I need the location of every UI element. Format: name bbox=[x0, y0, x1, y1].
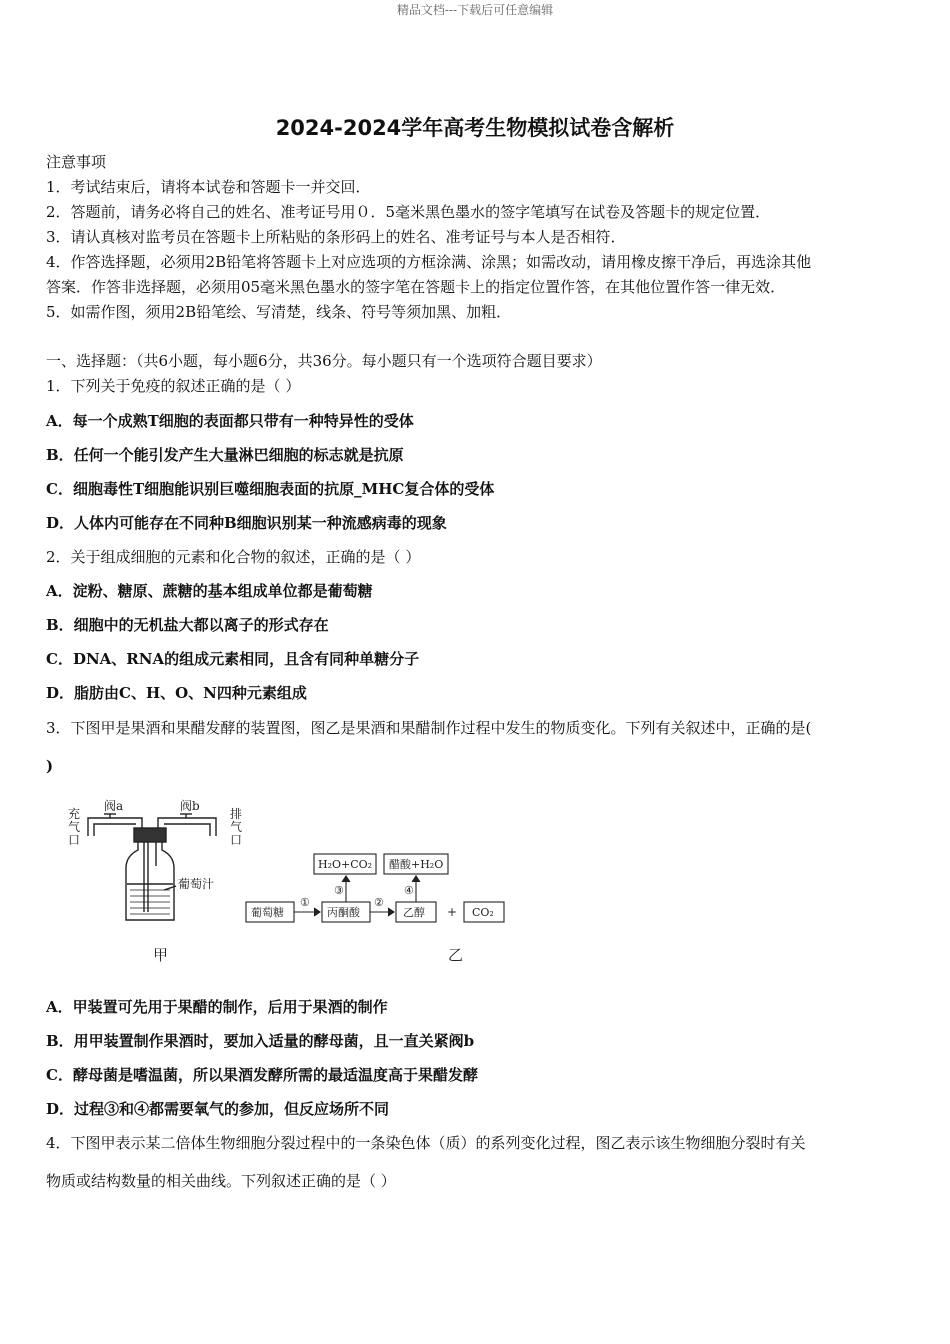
pyruvate-label: 丙酮酸 bbox=[327, 906, 360, 919]
outlet-label-1: 排 bbox=[230, 807, 243, 821]
step-2-label: ② bbox=[374, 896, 384, 909]
q2-option-d: D．脂肪由C、H、O、N四种元素组成 bbox=[46, 684, 307, 702]
header-note: 精品文档---下载后可任意编辑 bbox=[396, 3, 554, 17]
q3-option-c: C．酵母菌是嗜温菌，所以果酒发酵所需的最适温度高于果醋发酵 bbox=[46, 1066, 478, 1084]
question-4-stem: 4．下图甲表示某二倍体生物细胞分裂过程中的一条染色体（质）的系列变化过程，图乙表示该生物细胞分裂时有关 bbox=[46, 1134, 806, 1152]
step-3-label: ③ bbox=[334, 884, 344, 897]
figure-jia-label: 甲 bbox=[153, 946, 169, 964]
notice-item: 1．考试结束后，请将本试卷和答题卡一并交回． bbox=[46, 178, 371, 196]
figure-yi-label: 乙 bbox=[448, 946, 464, 964]
question-4-stem-cont: 物质或结构数量的相关曲线。下列叙述正确的是（ ） bbox=[46, 1172, 396, 1190]
metabolism-diagram bbox=[246, 854, 504, 922]
outlet-label-3: 口 bbox=[230, 833, 243, 847]
notice-item: 4．作答选择题，必须用2B铅笔将答题卡上对应选项的方框涂满、涂黑；如需改动，请用橡皮擦干净后，再选涂其他 bbox=[46, 253, 812, 271]
valve-a-label: 阀a bbox=[104, 799, 124, 813]
notice-item: 2．答题前，请务必将自己的姓名、准考证号用０．5毫米黑色墨水的签字笔填写在试卷及答题卡的规定位置． bbox=[46, 203, 771, 221]
notice-item: 3．请认真核对监考员在答题卡上所粘贴的条形码上的姓名、准考证号与本人是否相符． bbox=[46, 228, 626, 246]
q3-option-d: D．过程③和④都需要氧气的参加，但反应场所不同 bbox=[46, 1100, 390, 1118]
q3-option-a: A．甲装置可先用于果醋的制作，后用于果酒的制作 bbox=[46, 998, 388, 1016]
q1-option-b: B．任何一个能引发产生大量淋巴细胞的标志就是抗原 bbox=[46, 446, 404, 464]
page-title: 2024-2024学年高考生物模拟试卷含解析 bbox=[275, 116, 675, 140]
ethanol-label: 乙醇 bbox=[403, 906, 425, 919]
fermentation-apparatus bbox=[88, 814, 216, 920]
step-4-label: ④ bbox=[404, 884, 414, 897]
notice-item: 答案．作答非选择题，必须用05毫米黑色墨水的签字笔在答题卡上的指定位置作答，在其他位置作答一律无效． bbox=[46, 278, 786, 296]
fermentation-figure bbox=[60, 788, 520, 977]
notice-heading: 注意事项 bbox=[46, 153, 107, 171]
valve-b-label: 阀b bbox=[180, 799, 200, 813]
juice-label: 葡萄汁 bbox=[178, 877, 215, 891]
section-heading: 一、选择题：（共6小题，每小题6分，共36分。每小题只有一个选项符合题目要求） bbox=[46, 352, 602, 370]
notice-item: 5．如需作图，须用2B铅笔绘、写清楚，线条、符号等须加黑、加粗． bbox=[46, 303, 512, 321]
co2-label: CO₂ bbox=[472, 906, 494, 919]
inlet-label-1: 充 bbox=[68, 807, 81, 821]
q1-option-a: A．每一个成熟T细胞的表面都只带有一种特异性的受体 bbox=[46, 412, 414, 430]
q2-option-a: A．淀粉、糖原、蔗糖的基本组成单位都是葡萄糖 bbox=[46, 582, 373, 600]
question-2-stem: 2．关于组成细胞的元素和化合物的叙述，正确的是（ ） bbox=[46, 548, 421, 566]
q2-option-c: C．DNA、RNA的组成元素相同，且含有同种单糖分子 bbox=[46, 650, 420, 668]
q1-option-d: D．人体内可能存在不同种B细胞识别某一种流感病毒的现象 bbox=[46, 514, 447, 532]
q3-option-b: B．用甲装置制作果酒时，要加入适量的酵母菌，且一直关紧阀b bbox=[46, 1032, 475, 1050]
product4-label: 醋酸+H₂O bbox=[389, 858, 444, 871]
product3-label: H₂O+CO₂ bbox=[318, 858, 373, 871]
outlet-label-2: 气 bbox=[230, 820, 243, 834]
question-3-stem-cont: ) bbox=[46, 757, 54, 775]
glucose-label: 葡萄糖 bbox=[251, 906, 284, 919]
plus-sign: + bbox=[447, 905, 458, 919]
inlet-label-3: 口 bbox=[68, 833, 81, 847]
step-1-label: ① bbox=[300, 896, 310, 909]
question-3-stem: 3．下图甲是果酒和果醋发酵的装置图，图乙是果酒和果醋制作过程中发生的物质变化。下列有关叙述中，正确的是( bbox=[46, 719, 812, 737]
q2-option-b: B．细胞中的无机盐大都以离子的形式存在 bbox=[46, 616, 329, 634]
inlet-label-2: 气 bbox=[68, 820, 81, 834]
q1-option-c: C．细胞毒性T细胞能识别巨噬细胞表面的抗原_MHC复合体的受体 bbox=[46, 480, 495, 498]
question-1-stem: 1．下列关于免疫的叙述正确的是（ ） bbox=[46, 377, 301, 395]
